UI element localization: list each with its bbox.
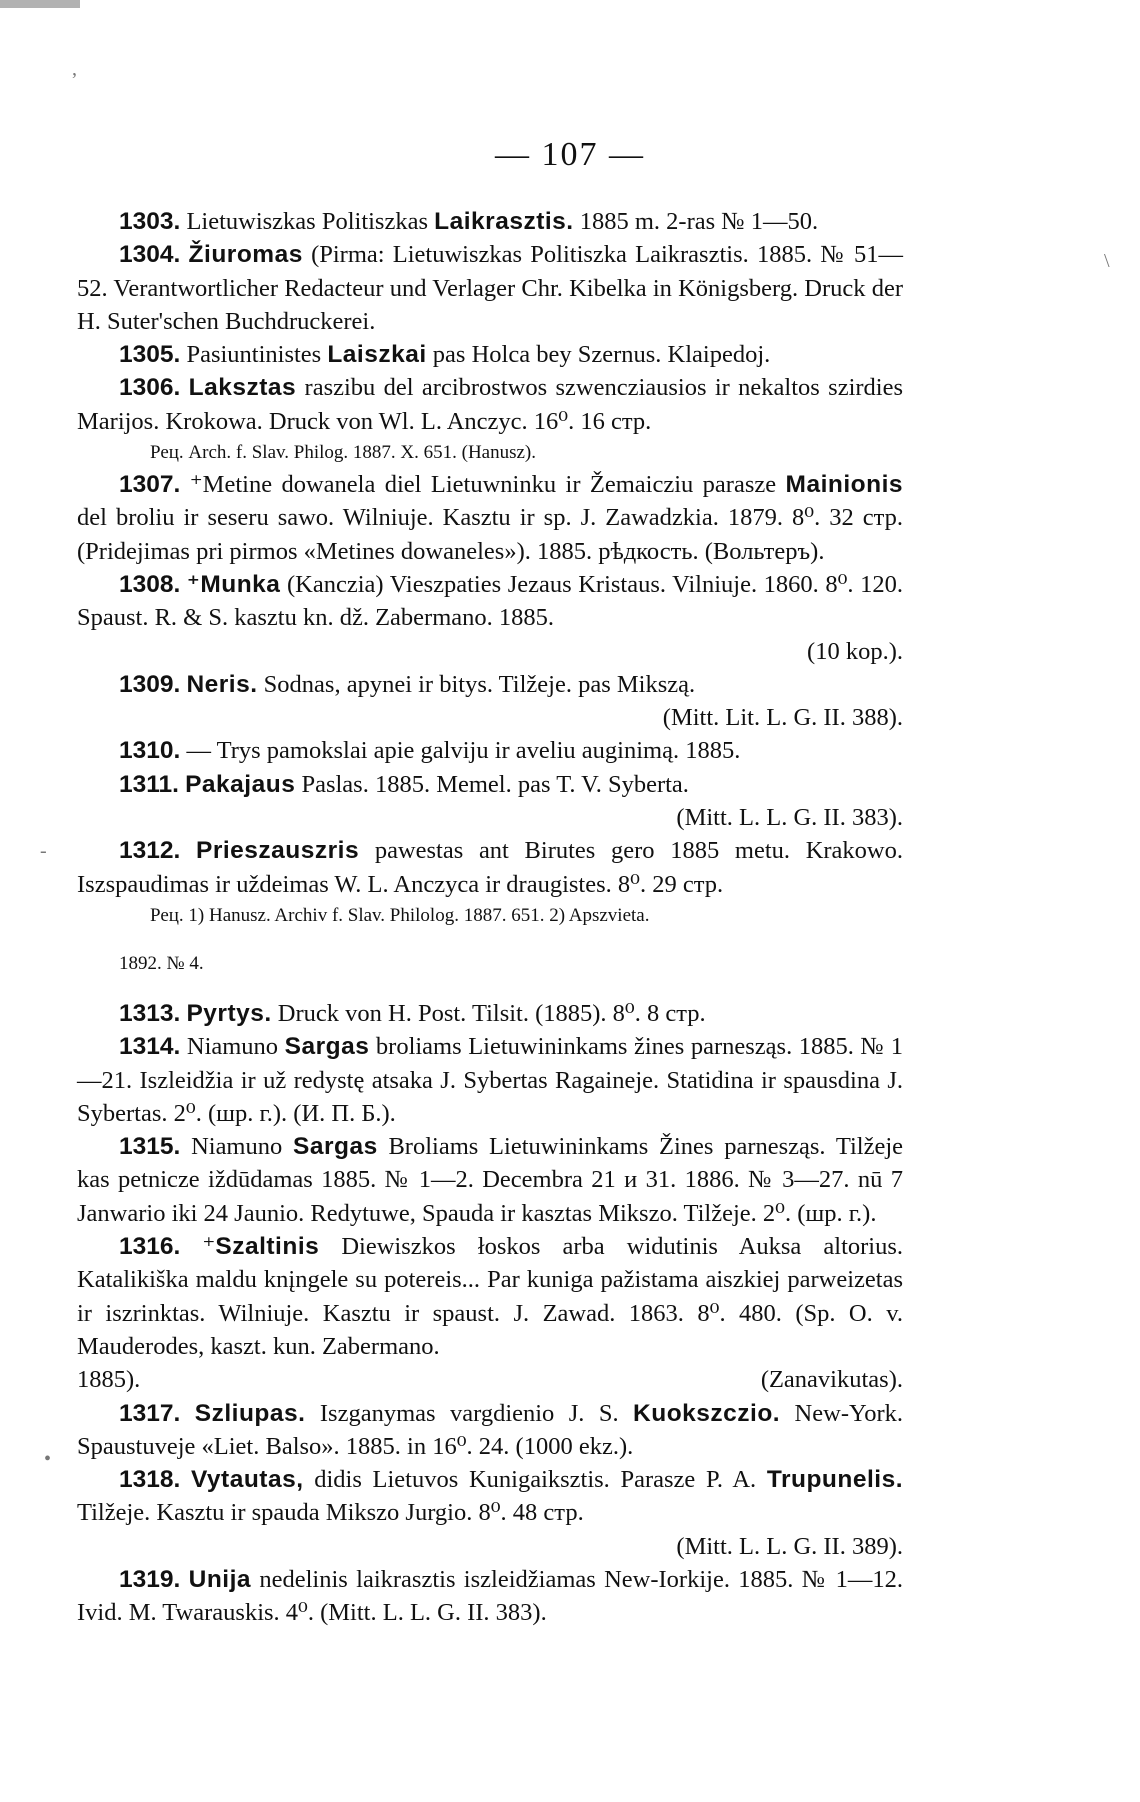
entry-1311-source: (Mitt. L. L. G. II. 383). bbox=[676, 804, 903, 832]
entry-1303: 1303. Lietuwiszkas Politiszkas Laikrasztis. 1885 m. 2-ras № 1—50. bbox=[119, 208, 819, 235]
entry-1308: 1308. ⁺Munka (Kanczia) Vieszpaties Jezaus Kristaus. Vilniuje. 1860. 8⁰. 120. Spaust. R. & S. kasztu kn. dž. Zabermano. 1885. bbox=[77, 570, 904, 632]
entry-1304: 1304. Žiuromas (Pirma: Lietuwiszkas Politiszka Laikrasztis. 1885. № 51—52. Verantwortlicher Redacteur und Verlager Chr. Kibelka in Königsberg. Druck der H. Suter'schen Buchdruckerei. bbox=[77, 241, 904, 335]
bibliography-list bbox=[77, 205, 903, 1630]
entry-1315: 1315. Niamuno Sargas Broliams Lietuwininkams Žines parnesząs. Tilžeje kas petnicze iždūdamas 1885. № 1—2. Decembra 21 и 31. 1886. № 3—27. nū 7 Janwario iki 24 Jaunio. Redytuwe, Spauda ir kasztas Mikszo. Tilžeje. 2⁰. (шр. г.). bbox=[77, 1133, 904, 1227]
stray-mark: - bbox=[40, 840, 47, 862]
page-edge-shadow bbox=[0, 0, 80, 8]
entry-1306: 1306. Laksztas raszibu del arcibrostwos szwencziausios ir nekaltos szirdies Marijos. Krokowa. Druck von Wl. L. Anczyc. 16⁰. 16 стр. bbox=[77, 374, 904, 435]
stray-mark: • bbox=[44, 1448, 52, 1470]
entry-1312-reference: Рец. 1) Hanusz. Archiv f. Slav. Philolog. 1887. 651. 2) Apszvieta. bbox=[150, 904, 650, 926]
entry-1308-price: (10 kop.). bbox=[807, 637, 903, 665]
entry-1317: 1317. Szliupas. Iszganymas vargdienio J. S. Kuokszczio. New-York. Spaustuveje «Liet. Balso». 1885. in 16⁰. 24. (1000 ekz.). bbox=[77, 1399, 904, 1460]
entry-1318: 1318. Vytautas, didis Lietuvos Kunigaiksztis. Parasze P. A. Trupunelis. Tilžeje. Kasztu ir spauda Mikszo Jurgio. 8⁰. 48 стр. bbox=[77, 1466, 904, 1527]
stray-mark: , bbox=[72, 58, 77, 80]
entry-1312-reference-cont: 1892. № 4. bbox=[119, 952, 204, 974]
entry-1307: 1307. ⁺Metine dowanela diel Lietuwninku ir Žemaicziu parasze Mainionis del broliu ir seseru sawo. Wilniuje. Kasztu ir sp. J. Zawadzkia. 1879. 8⁰. 32 стр. (Pridejimas pri pirmos «Metines dowaneles»). 1885. рѣдкость. (Вольтеръ). bbox=[77, 471, 904, 565]
entry-1306-reference: Рец. Arch. f. Slav. Philog. 1887. X. 651. (Hanusz). bbox=[150, 442, 537, 464]
entry-1319: 1319. Unija nedelinis laikrasztis iszleidžiamas New-Iorkije. 1885. № 1—12. Ivid. M. Twarauskis. 4⁰. (Mitt. L. L. G. II. 383). bbox=[77, 1565, 904, 1627]
entry-1305: 1305. Pasiuntinistes Laiszkai pas Holca bey Szernus. Klaipedoj. bbox=[119, 341, 771, 369]
entry-1309-source: (Mitt. Lit. L. G. II. 388). bbox=[662, 704, 903, 732]
entry-1316: 1316. ⁺Szaltinis Diewiszkos łoskos arba widutinis Auksa altorius. Katalikiška maldu knįngele su potereis... Par kuniga pažistama aiszkiej parweizetas ir iszrinktas. Wilniuje. Kasztu ir spaust. J. Zawad. 1863. 8⁰. 480. (Sp. O. v. Mauderodes, kaszt. kun. Zabermano. bbox=[77, 1233, 904, 1360]
entry-1312: 1312. Prieszauszris pawestas ant Birutes gero 1885 metu. Krakowo. Iszspaudimas ir uždeimas W. L. Anczyca ir draugistes. 8⁰. 29 стр. bbox=[77, 837, 903, 898]
entry-1309: 1309. Neris. Sodnas, apynei ir bitys. Tilžeje. pas Mikszą. bbox=[119, 670, 696, 698]
entry-1313: 1313. Pyrtys. Druck von H. Post. Tilsit. (1885). 8⁰. 8 стр. bbox=[119, 999, 706, 1027]
stray-mark: \ bbox=[1104, 250, 1110, 272]
page-number: — 107 — bbox=[495, 136, 645, 173]
entry-1316-last-line: 1885). (Zanavikutas). bbox=[77, 1366, 903, 1394]
entry-1311: 1311. Pakajaus Paslas. 1885. Memel. pas T. V. Syberta. bbox=[119, 770, 689, 798]
entry-1314: 1314. Niamuno Sargas broliams Lietuwininkams žines parnesząs. 1885. № 1—21. Iszleidžia ir už redystę atsaka J. Sybertas Ragaineje. Statidina ir spausdina J. Sybertas. 2⁰. (шр. г.). (И. П. Б.). bbox=[77, 1033, 904, 1127]
entry-1310: 1310. — Trys pamokslai apie galviju ir aveliu auginimą. 1885. bbox=[119, 737, 741, 765]
entry-1318-source: (Mitt. L. L. G. II. 389). bbox=[676, 1532, 903, 1560]
